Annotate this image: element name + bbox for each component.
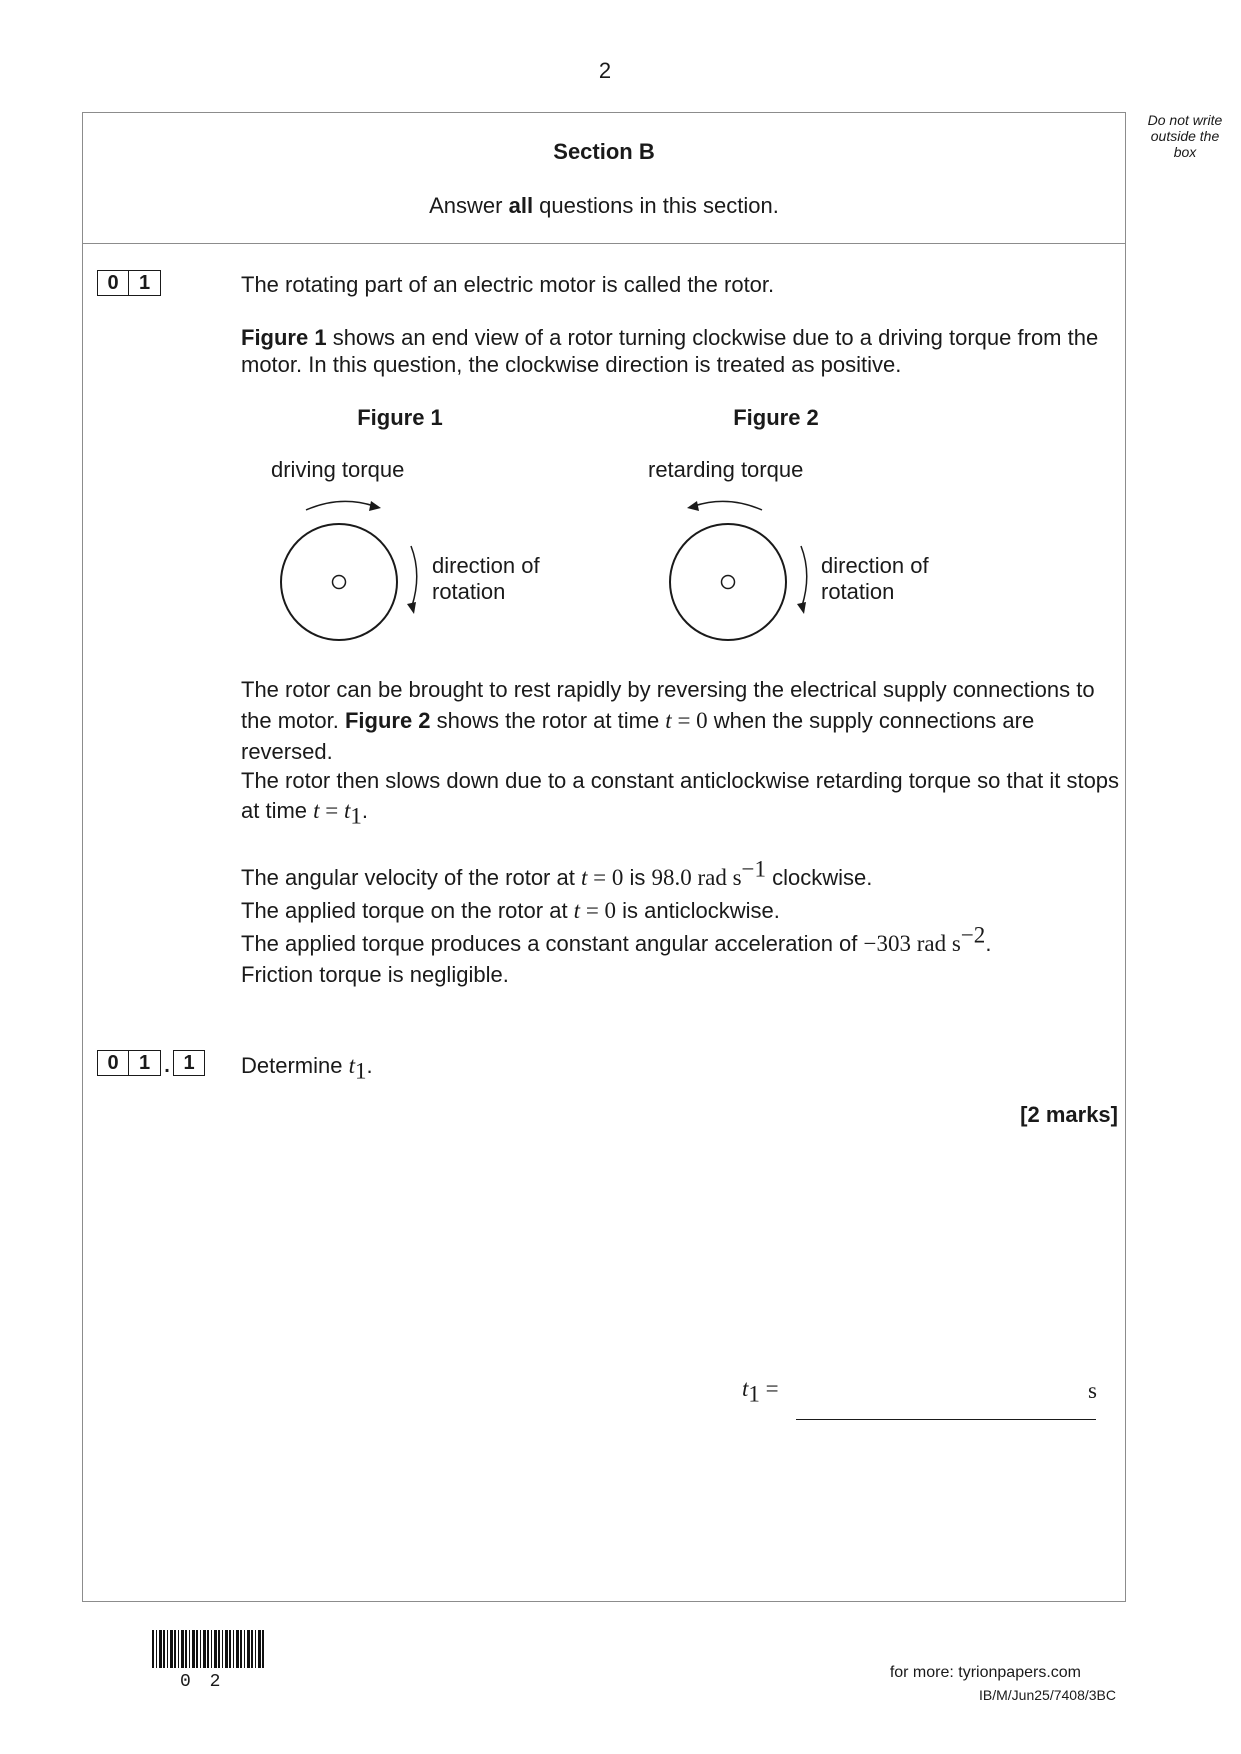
retarding-torque-arrowhead	[687, 501, 699, 511]
rotation-arrowhead	[407, 602, 416, 614]
driving-torque-arrow	[306, 501, 374, 510]
rotor-circle	[281, 524, 397, 640]
question-digit: 0	[97, 270, 129, 296]
subquestion-digit: 1	[129, 1050, 161, 1076]
subquestion-digit: 1	[173, 1050, 205, 1076]
retarding-paragraph: The rotor then slows down due to a constant anticlockwise retarding torque so that it stops at time $t = t_1$.	[241, 768, 1120, 829]
answer-label: $t_1$ =	[742, 1376, 779, 1407]
figure-2-title: Figure 2	[733, 405, 819, 430]
subquestion-number	[97, 1050, 205, 1076]
section-title: Section B	[553, 139, 655, 164]
rotor-axle	[333, 576, 346, 589]
friction-line: Friction torque is negligible.	[241, 962, 509, 987]
figure-1-rotor-diagram	[270, 490, 420, 650]
question-intro: The rotating part of an electric motor is called the rotor.	[241, 272, 775, 297]
retarding-torque-arrow	[694, 501, 762, 510]
rotor-axle	[722, 576, 735, 589]
reversal-paragraph: The rotor can be brought to rest rapidly by reversing the electrical supply connections to the motor. Figure 2 shows the rotor at time t = 0 when the supply connections are reversed.	[241, 677, 1095, 764]
figure-1-title: Figure 1	[357, 405, 443, 430]
figure-reference-paragraph: Figure 1 shows an end view of a rotor turning clockwise due to a driving torque from the motor. In this question, the clockwise direction is treated as positive.	[241, 325, 1099, 377]
header-divider	[82, 243, 1126, 244]
figure-2-torque-label: retarding torque	[648, 457, 804, 482]
subquestion-prompt: Determine $t_1$.	[241, 1053, 373, 1084]
page-number: 2	[598, 58, 612, 83]
answer-input-line[interactable]	[796, 1419, 1096, 1420]
figure-1-rotation-label: direction of rotation	[432, 553, 540, 604]
footer-code: IB/M/Jun25/7408/3BC	[979, 1687, 1116, 1703]
figure-2-rotation-label: direction of rotation	[821, 553, 929, 604]
angular-acceleration-line: The applied torque produces a constant angular acceleration of −303 rad $s^{-2}$.	[241, 922, 992, 956]
footer-website: for more: tyrionpapers.com	[889, 1664, 1081, 1681]
driving-torque-arrowhead	[369, 501, 381, 511]
angular-velocity-line: The angular velocity of the rotor at t = 0 is 98.0 rad $s^{-1}$ clockwise.	[241, 856, 873, 890]
answer-unit: s	[1088, 1378, 1097, 1403]
subquestion-dot: .	[164, 1055, 170, 1077]
barcode-number: 0 2	[180, 1672, 225, 1692]
margin-note: Do not write outside the box	[1147, 112, 1223, 160]
figure-1-torque-label: driving torque	[271, 457, 405, 482]
marks-allocation: [2 marks]	[1020, 1102, 1118, 1127]
rotation-arrow	[801, 546, 807, 606]
rotation-arrowhead	[797, 602, 806, 614]
question-number	[97, 270, 161, 296]
rotor-circle	[670, 524, 786, 640]
torque-direction-line: The applied torque on the rotor at t = 0 is anticlockwise.	[241, 898, 780, 923]
question-digit: 1	[129, 270, 161, 296]
rotation-arrow	[411, 546, 417, 606]
figure-2-rotor-diagram	[660, 490, 810, 650]
subquestion-digit: 0	[97, 1050, 129, 1076]
barcode-graphic	[152, 1630, 264, 1668]
section-instruction: Answer all questions in this section.	[429, 193, 779, 218]
